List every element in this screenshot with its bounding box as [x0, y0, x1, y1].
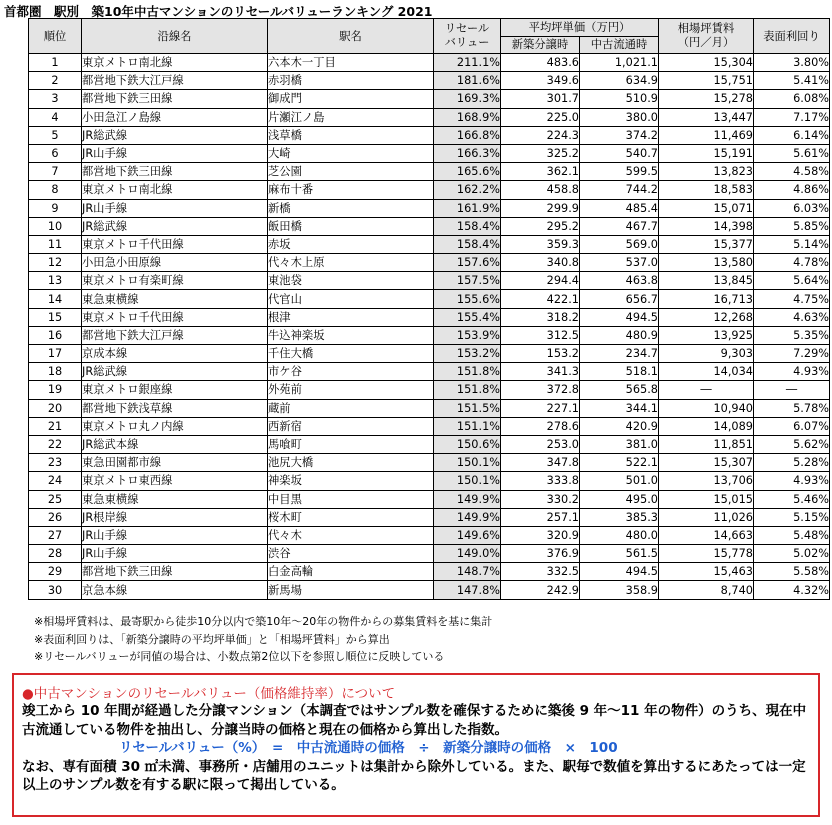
cell-used-price: 380.0 — [580, 108, 659, 126]
cell-line: 東京メトロ丸ノ内線 — [82, 417, 268, 435]
header-rent-line2: （円／月） — [677, 36, 735, 49]
cell-resale-value: 155.6% — [434, 290, 501, 308]
cell-resale-value: 150.1% — [434, 454, 501, 472]
footnote: ※相場坪賃料は、最寄駅から徒歩10分以内で築10年～20年の物件からの募集賃料を基に集計 — [34, 615, 493, 628]
cell-yield: 5.58% — [754, 563, 830, 581]
cell-line: 東京メトロ銀座線 — [82, 381, 268, 399]
cell-resale-value: 151.5% — [434, 399, 501, 417]
cell-line: 東京メトロ南北線 — [82, 54, 268, 72]
cell-yield: 7.29% — [754, 345, 830, 363]
table-row — [29, 144, 830, 162]
table-row — [29, 454, 830, 472]
table-row — [29, 563, 830, 581]
cell-resale-value: 157.6% — [434, 254, 501, 272]
cell-yield: 5.15% — [754, 508, 830, 526]
table-row — [29, 526, 830, 544]
cell-new-price: 483.6 — [501, 54, 580, 72]
cell-used-price: 358.9 — [580, 581, 659, 599]
cell-rent: 12,268 — [659, 308, 754, 326]
cell-line: JR総武線 — [82, 217, 268, 235]
cell-station: 新橋 — [268, 199, 434, 217]
cell-yield: 5.35% — [754, 326, 830, 344]
cell-new-price: 376.9 — [501, 545, 580, 563]
cell-rent: ― — [659, 381, 754, 399]
cell-new-price: 278.6 — [501, 417, 580, 435]
cell-rank: 17 — [29, 345, 82, 363]
cell-rent: 11,851 — [659, 435, 754, 453]
cell-new-price: 458.8 — [501, 181, 580, 199]
cell-station: 外苑前 — [268, 381, 434, 399]
cell-station: 白金高輪 — [268, 563, 434, 581]
cell-new-price: 253.0 — [501, 435, 580, 453]
table-row — [29, 272, 830, 290]
cell-new-price: 349.6 — [501, 72, 580, 90]
cell-resale-value: 151.8% — [434, 381, 501, 399]
cell-used-price: 561.5 — [580, 545, 659, 563]
cell-new-price: 153.2 — [501, 345, 580, 363]
cell-resale-value: 147.8% — [434, 581, 501, 599]
cell-yield: 5.61% — [754, 144, 830, 162]
cell-yield: 4.63% — [754, 308, 830, 326]
table-row — [29, 126, 830, 144]
cell-station: 六本木一丁目 — [268, 54, 434, 72]
cell-resale-value: 149.6% — [434, 526, 501, 544]
cell-used-price: 599.5 — [580, 163, 659, 181]
cell-yield: 6.14% — [754, 126, 830, 144]
header-rent-line1: 相場坪賃料 — [677, 22, 735, 35]
cell-line: JR山手線 — [82, 199, 268, 217]
cell-rent: 15,015 — [659, 490, 754, 508]
table-row — [29, 490, 830, 508]
cell-used-price: 485.4 — [580, 199, 659, 217]
cell-yield: 4.86% — [754, 181, 830, 199]
cell-rank: 8 — [29, 181, 82, 199]
cell-yield: 6.08% — [754, 90, 830, 108]
bullet-icon: ● — [22, 686, 34, 702]
cell-yield: 5.48% — [754, 526, 830, 544]
cell-rank: 15 — [29, 308, 82, 326]
cell-resale-value: 153.2% — [434, 345, 501, 363]
cell-used-price: 480.9 — [580, 326, 659, 344]
cell-line: 東急東横線 — [82, 290, 268, 308]
footnote: ※リセールバリューが同値の場合は、小数点第2位以下を参照し順位に反映している — [34, 650, 445, 663]
cell-used-price: 344.1 — [580, 399, 659, 417]
cell-yield: 5.46% — [754, 490, 830, 508]
cell-line: 都営地下鉄三田線 — [82, 563, 268, 581]
table-row — [29, 108, 830, 126]
header-yield: 表面利回り — [754, 19, 830, 54]
cell-resale-value: 153.9% — [434, 326, 501, 344]
cell-rent: 13,823 — [659, 163, 754, 181]
cell-line: 京成本線 — [82, 345, 268, 363]
table-row — [29, 199, 830, 217]
cell-new-price: 347.8 — [501, 454, 580, 472]
ranking-table-body — [29, 54, 830, 600]
cell-rent: 15,751 — [659, 72, 754, 90]
header-avg-price: 平均坪単価（万円） — [501, 19, 659, 37]
cell-rent: 16,713 — [659, 290, 754, 308]
cell-rent: 13,447 — [659, 108, 754, 126]
ranking-table — [28, 18, 830, 600]
cell-rent: 15,377 — [659, 235, 754, 253]
table-row — [29, 345, 830, 363]
cell-station: 池尻大橋 — [268, 454, 434, 472]
cell-rank: 3 — [29, 90, 82, 108]
cell-line: 京急本線 — [82, 581, 268, 599]
cell-resale-value: 166.8% — [434, 126, 501, 144]
cell-rank: 28 — [29, 545, 82, 563]
cell-new-price: 422.1 — [501, 290, 580, 308]
cell-new-price: 301.7 — [501, 90, 580, 108]
cell-yield: 5.28% — [754, 454, 830, 472]
cell-used-price: 569.0 — [580, 235, 659, 253]
cell-new-price: 333.8 — [501, 472, 580, 490]
cell-rent: 10,940 — [659, 399, 754, 417]
cell-rank: 19 — [29, 381, 82, 399]
cell-used-price: 1,021.1 — [580, 54, 659, 72]
cell-new-price: 320.9 — [501, 526, 580, 544]
cell-new-price: 341.3 — [501, 363, 580, 381]
cell-station: 代々木上原 — [268, 254, 434, 272]
cell-new-price: 225.0 — [501, 108, 580, 126]
cell-line: JR総武線 — [82, 363, 268, 381]
table-row — [29, 290, 830, 308]
cell-rank: 10 — [29, 217, 82, 235]
cell-used-price: 540.7 — [580, 144, 659, 162]
cell-new-price: 224.3 — [501, 126, 580, 144]
cell-resale-value: 149.9% — [434, 490, 501, 508]
cell-new-price: 372.8 — [501, 381, 580, 399]
cell-used-price: 385.3 — [580, 508, 659, 526]
cell-rent: 18,583 — [659, 181, 754, 199]
cell-station: 赤坂 — [268, 235, 434, 253]
cell-used-price: 522.1 — [580, 454, 659, 472]
cell-line: JR総武本線 — [82, 435, 268, 453]
cell-station: 麻布十番 — [268, 181, 434, 199]
cell-line: JR山手線 — [82, 526, 268, 544]
cell-rank: 4 — [29, 108, 82, 126]
table-row — [29, 363, 830, 381]
table-row — [29, 308, 830, 326]
cell-used-price: 495.0 — [580, 490, 659, 508]
cell-resale-value: 158.4% — [434, 217, 501, 235]
cell-resale-value: 150.6% — [434, 435, 501, 453]
cell-rank: 11 — [29, 235, 82, 253]
cell-rent: 14,663 — [659, 526, 754, 544]
cell-rent: 14,089 — [659, 417, 754, 435]
cell-station: 蔵前 — [268, 399, 434, 417]
cell-rank: 12 — [29, 254, 82, 272]
cell-line: JR総武線 — [82, 126, 268, 144]
page-title: 首都圏 駅別 築10年中古マンションのリセールバリューランキング 2021 — [4, 4, 433, 19]
table-row — [29, 435, 830, 453]
cell-rent: 14,398 — [659, 217, 754, 235]
cell-rank: 5 — [29, 126, 82, 144]
cell-rent: 13,925 — [659, 326, 754, 344]
cell-yield: 7.17% — [754, 108, 830, 126]
cell-used-price: 494.5 — [580, 308, 659, 326]
cell-rank: 25 — [29, 490, 82, 508]
cell-rank: 9 — [29, 199, 82, 217]
cell-used-price: 234.7 — [580, 345, 659, 363]
cell-yield: 5.62% — [754, 435, 830, 453]
cell-yield: 4.75% — [754, 290, 830, 308]
cell-rent: 15,278 — [659, 90, 754, 108]
cell-rent: 15,778 — [659, 545, 754, 563]
cell-yield: 5.02% — [754, 545, 830, 563]
cell-yield: 5.85% — [754, 217, 830, 235]
cell-used-price: 494.5 — [580, 563, 659, 581]
cell-rank: 7 — [29, 163, 82, 181]
explanation-title-text: 中古マンションのリセールバリュー（価格維持率）について — [33, 686, 396, 702]
cell-rent: 15,307 — [659, 454, 754, 472]
cell-line: 東急東横線 — [82, 490, 268, 508]
cell-new-price: 227.1 — [501, 399, 580, 417]
cell-rank: 16 — [29, 326, 82, 344]
cell-resale-value: 181.6% — [434, 72, 501, 90]
cell-resale-value: 149.9% — [434, 508, 501, 526]
cell-rank: 30 — [29, 581, 82, 599]
cell-rent: 8,740 — [659, 581, 754, 599]
cell-station: 馬喰町 — [268, 435, 434, 453]
cell-station: 御成門 — [268, 90, 434, 108]
cell-used-price: 374.2 — [580, 126, 659, 144]
cell-rank: 22 — [29, 435, 82, 453]
cell-used-price: 656.7 — [580, 290, 659, 308]
cell-station: 牛込神楽坂 — [268, 326, 434, 344]
cell-station: 新馬場 — [268, 581, 434, 599]
table-row — [29, 472, 830, 490]
cell-yield: 4.93% — [754, 363, 830, 381]
cell-new-price: 359.3 — [501, 235, 580, 253]
explanation-title — [22, 682, 395, 702]
cell-yield: 5.14% — [754, 235, 830, 253]
cell-station: 桜木町 — [268, 508, 434, 526]
cell-yield: 5.41% — [754, 72, 830, 90]
cell-yield: 4.78% — [754, 254, 830, 272]
table-row — [29, 417, 830, 435]
cell-resale-value: 149.0% — [434, 545, 501, 563]
cell-line: 小田急小田原線 — [82, 254, 268, 272]
cell-line: JR山手線 — [82, 545, 268, 563]
cell-used-price: 744.2 — [580, 181, 659, 199]
cell-new-price: 294.4 — [501, 272, 580, 290]
explanation-box — [12, 673, 820, 817]
table-row — [29, 181, 830, 199]
cell-rent: 15,071 — [659, 199, 754, 217]
cell-rent: 13,580 — [659, 254, 754, 272]
cell-rank: 18 — [29, 363, 82, 381]
table-row — [29, 235, 830, 253]
cell-rank: 13 — [29, 272, 82, 290]
cell-rent: 11,469 — [659, 126, 754, 144]
cell-yield: 5.64% — [754, 272, 830, 290]
cell-station: 西新宿 — [268, 417, 434, 435]
cell-new-price: 299.9 — [501, 199, 580, 217]
cell-rent: 15,304 — [659, 54, 754, 72]
cell-new-price: 312.5 — [501, 326, 580, 344]
cell-new-price: 332.5 — [501, 563, 580, 581]
cell-station: 飯田橋 — [268, 217, 434, 235]
cell-yield: 4.58% — [754, 163, 830, 181]
cell-station: 中目黒 — [268, 490, 434, 508]
cell-line: 都営地下鉄三田線 — [82, 163, 268, 181]
footnotes — [34, 613, 492, 666]
cell-yield: ― — [754, 381, 830, 399]
cell-yield: 6.03% — [754, 199, 830, 217]
cell-rank: 1 — [29, 54, 82, 72]
cell-station: 渋谷 — [268, 545, 434, 563]
cell-rank: 24 — [29, 472, 82, 490]
cell-new-price: 362.1 — [501, 163, 580, 181]
cell-yield: 3.80% — [754, 54, 830, 72]
header-resale-line2: バリュー — [444, 36, 490, 49]
header-rank: 順位 — [29, 19, 82, 54]
cell-resale-value: 151.1% — [434, 417, 501, 435]
header-line: 沿線名 — [82, 19, 268, 54]
cell-yield: 6.07% — [754, 417, 830, 435]
cell-used-price: 463.8 — [580, 272, 659, 290]
cell-used-price: 381.0 — [580, 435, 659, 453]
cell-rent: 13,706 — [659, 472, 754, 490]
cell-rent: 15,191 — [659, 144, 754, 162]
cell-rank: 2 — [29, 72, 82, 90]
cell-used-price: 480.0 — [580, 526, 659, 544]
cell-line: 東京メトロ南北線 — [82, 181, 268, 199]
cell-used-price: 537.0 — [580, 254, 659, 272]
table-row — [29, 163, 830, 181]
cell-rank: 26 — [29, 508, 82, 526]
cell-resale-value: 151.8% — [434, 363, 501, 381]
table-row — [29, 54, 830, 72]
cell-new-price: 340.8 — [501, 254, 580, 272]
cell-used-price: 634.9 — [580, 72, 659, 90]
cell-resale-value: 165.6% — [434, 163, 501, 181]
header-resale — [434, 19, 501, 54]
cell-station: 赤羽橋 — [268, 72, 434, 90]
header-rent — [659, 19, 754, 54]
table-row — [29, 545, 830, 563]
cell-resale-value: 161.9% — [434, 199, 501, 217]
cell-rank: 23 — [29, 454, 82, 472]
cell-station: 根津 — [268, 308, 434, 326]
cell-line: 都営地下鉄浅草線 — [82, 399, 268, 417]
cell-line: 都営地下鉄大江戸線 — [82, 326, 268, 344]
cell-station: 大崎 — [268, 144, 434, 162]
cell-yield: 4.93% — [754, 472, 830, 490]
cell-used-price: 420.9 — [580, 417, 659, 435]
cell-station: 芝公園 — [268, 163, 434, 181]
cell-resale-value: 157.5% — [434, 272, 501, 290]
cell-station: 代々木 — [268, 526, 434, 544]
cell-rank: 27 — [29, 526, 82, 544]
cell-station: 代官山 — [268, 290, 434, 308]
cell-new-price: 242.9 — [501, 581, 580, 599]
cell-used-price: 518.1 — [580, 363, 659, 381]
table-row — [29, 581, 830, 599]
cell-new-price: 318.2 — [501, 308, 580, 326]
cell-rank: 29 — [29, 563, 82, 581]
cell-line: 東京メトロ東西線 — [82, 472, 268, 490]
cell-resale-value: 211.1% — [434, 54, 501, 72]
explanation-body — [22, 702, 814, 795]
cell-yield: 5.78% — [754, 399, 830, 417]
cell-resale-value: 162.2% — [434, 181, 501, 199]
cell-yield: 4.32% — [754, 581, 830, 599]
cell-station: 片瀬江ノ島 — [268, 108, 434, 126]
cell-new-price: 295.2 — [501, 217, 580, 235]
cell-used-price: 510.9 — [580, 90, 659, 108]
table-row — [29, 217, 830, 235]
cell-line: 東京メトロ千代田線 — [82, 308, 268, 326]
cell-rent: 11,026 — [659, 508, 754, 526]
cell-new-price: 325.2 — [501, 144, 580, 162]
cell-rent: 9,303 — [659, 345, 754, 363]
cell-rent: 14,034 — [659, 363, 754, 381]
cell-resale-value: 168.9% — [434, 108, 501, 126]
cell-rank: 14 — [29, 290, 82, 308]
table-row — [29, 381, 830, 399]
cell-line: 東急田園都市線 — [82, 454, 268, 472]
table-row — [29, 508, 830, 526]
footnote: ※表面利回りは、「新築分譲時の平均坪単価」と「相場坪賃料」から算出 — [34, 632, 390, 646]
cell-used-price: 467.7 — [580, 217, 659, 235]
cell-line: 東京メトロ千代田線 — [82, 235, 268, 253]
header-station: 駅名 — [268, 19, 434, 54]
cell-resale-value: 148.7% — [434, 563, 501, 581]
cell-line: JR根岸線 — [82, 508, 268, 526]
cell-resale-value: 158.4% — [434, 235, 501, 253]
cell-station: 千住大橋 — [268, 345, 434, 363]
cell-rent: 15,463 — [659, 563, 754, 581]
cell-resale-value: 155.4% — [434, 308, 501, 326]
cell-line: 都営地下鉄大江戸線 — [82, 72, 268, 90]
cell-rank: 21 — [29, 417, 82, 435]
explanation-paragraph: なお、専有面積 30 ㎡未満、事務所・店舗用のユニットは集計から除外している。また、駅毎で数値を算出するにあたっては一定以上のサンプル数を有する駅に限って掲出している。 — [22, 758, 806, 793]
cell-line: 都営地下鉄三田線 — [82, 90, 268, 108]
cell-rank: 20 — [29, 399, 82, 417]
table-row — [29, 326, 830, 344]
table-row — [29, 399, 830, 417]
cell-new-price: 257.1 — [501, 508, 580, 526]
cell-line: 小田急江ノ島線 — [82, 108, 268, 126]
table-row — [29, 254, 830, 272]
cell-rank: 6 — [29, 144, 82, 162]
header-new-price: 新築分譲時 — [501, 37, 580, 54]
table-row — [29, 90, 830, 108]
header-used-price: 中古流通時 — [580, 37, 659, 54]
cell-used-price: 565.8 — [580, 381, 659, 399]
header-resale-line1: リセール — [444, 22, 490, 35]
cell-station: 浅草橋 — [268, 126, 434, 144]
resale-formula: リセールバリュー（%） = 中古流通時の価格 ÷ 新築分譲時の価格 × 100 — [119, 740, 618, 756]
cell-used-price: 501.0 — [580, 472, 659, 490]
table-row — [29, 72, 830, 90]
explanation-paragraph: 竣工から 10 年間が経過した分譲マンション（本調査ではサンプル数を確保するために築後 9 年～11 年の物件）のうち、現在中古流通している物件を抽出し、分譲当時の価格と現在の価格から算出した指数。 — [22, 703, 807, 738]
cell-line: JR山手線 — [82, 144, 268, 162]
cell-station: 市ケ谷 — [268, 363, 434, 381]
cell-resale-value: 166.3% — [434, 144, 501, 162]
cell-line: 東京メトロ有楽町線 — [82, 272, 268, 290]
cell-rent: 13,845 — [659, 272, 754, 290]
cell-new-price: 330.2 — [501, 490, 580, 508]
cell-station: 東池袋 — [268, 272, 434, 290]
cell-resale-value: 150.1% — [434, 472, 501, 490]
cell-resale-value: 169.3% — [434, 90, 501, 108]
cell-station: 神楽坂 — [268, 472, 434, 490]
